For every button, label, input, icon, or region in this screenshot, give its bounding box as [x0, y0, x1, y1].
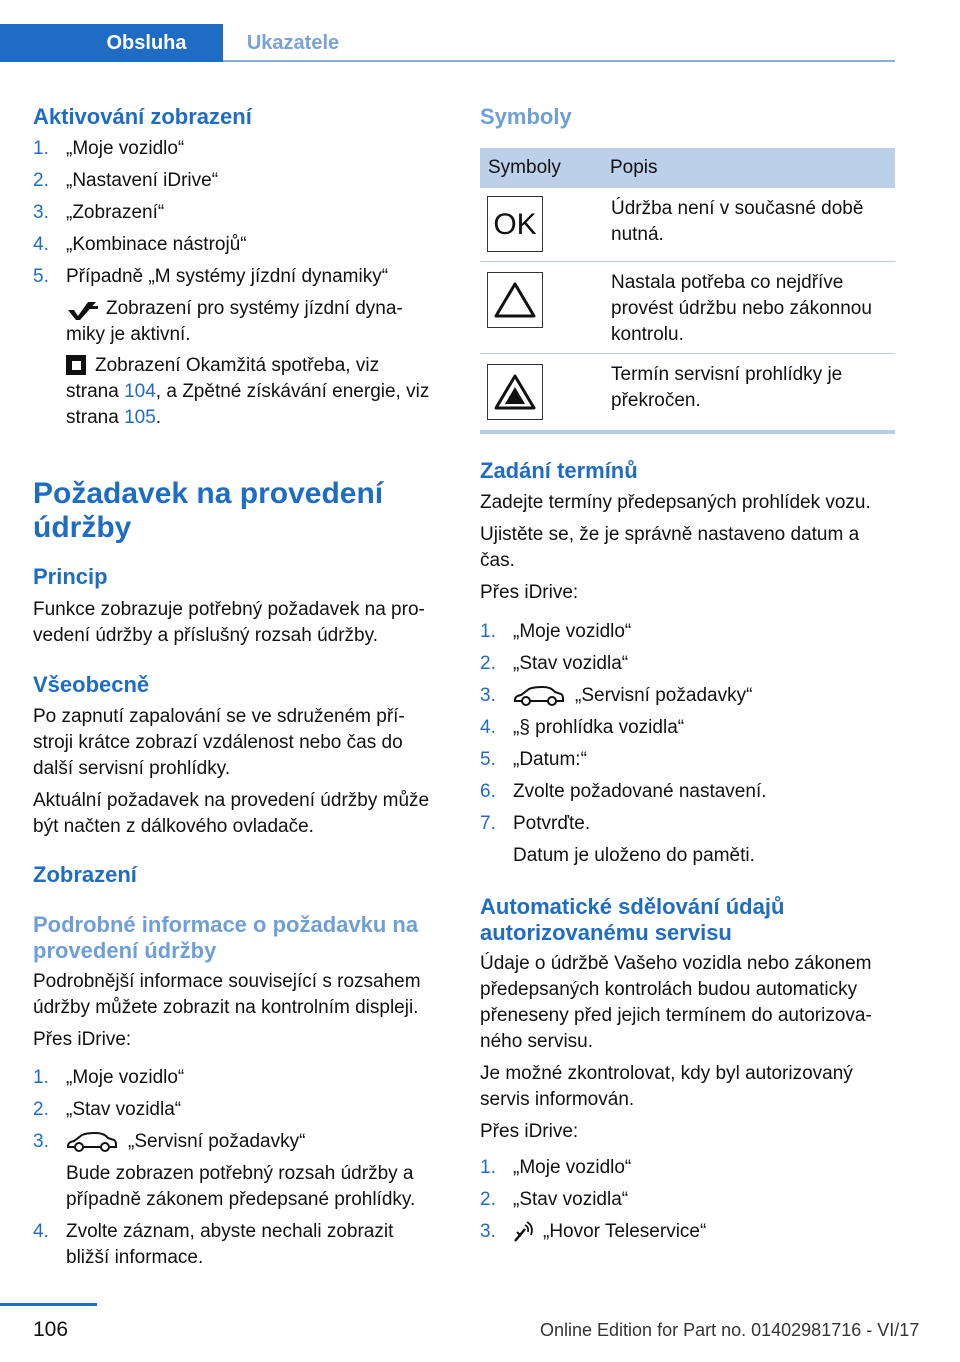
list-item: 5. Případně „M systémy jízdní dynamiky“	[33, 266, 389, 287]
table-row	[480, 354, 895, 428]
list-item: 4. „Kombinace nástrojů“	[33, 234, 247, 255]
list-item: 6. Zvolte požadované nastavení.	[480, 781, 767, 802]
list-item: 1. „Moje vozidlo“	[33, 1067, 185, 1088]
auto-text-line3: přeneseny před jejich termínem do autorizova‐	[480, 1005, 872, 1026]
general-text-line2: stroji krátce zobrazí vzdálenost nebo čas do	[33, 732, 403, 753]
table-cell: nutná.	[611, 224, 664, 245]
auto-text-line4: ného servisu.	[480, 1031, 594, 1052]
via-idrive: Přes iDrive:	[33, 1029, 132, 1050]
list-item: 3. „Zobrazení“	[33, 202, 165, 223]
general-text-line3: další servisní prohlídky.	[33, 758, 231, 779]
consumption-display-icon	[66, 355, 86, 375]
list-item: 4. Zvolte záznam, abyste nechali zobrazit	[33, 1221, 394, 1242]
note-consumption-line1: Zobrazení Okamžitá spotřeba, viz	[95, 355, 380, 376]
dates-text-line2: Ujistěte se, že je správně nastaveno datum a	[480, 524, 860, 545]
table-row	[480, 262, 895, 354]
footer-rule	[0, 1303, 97, 1306]
table-cell: Údržba není v současné době	[611, 198, 864, 219]
step4-line2: bližší informace.	[66, 1247, 204, 1268]
table-cell: překročen.	[611, 390, 701, 411]
section-title-auto-line1: Automatické sdělování údajů	[480, 894, 785, 919]
list-item: 2. „Stav vozidla“	[480, 653, 629, 674]
svg-text:OK: OK	[493, 209, 537, 239]
section-title-general: Všeobecně	[33, 672, 150, 697]
page-link-104[interactable]: 104	[124, 381, 156, 402]
note-consumption-line3: strana 105.	[66, 407, 162, 428]
header-tabbar	[0, 0, 895, 62]
table-cell: Nastala potřeba co nejdříve	[611, 272, 844, 293]
column-header-symbols: Symboly	[488, 157, 561, 178]
section-title-activation: Aktivování zobrazení	[33, 104, 252, 129]
note-dynamics-line2: miky je aktivní.	[66, 324, 191, 345]
car-service-icon	[66, 1129, 128, 1155]
column-header-description: Popis	[610, 157, 658, 178]
table-cell: provést údržbu nebo zákonnou	[611, 298, 872, 319]
general-text-line4: Aktuální požadavek na provedení údržby může	[33, 790, 430, 811]
auto-text-line1: Údaje o údržbě Vašeho vozidla nebo zákonem	[480, 953, 872, 974]
chapter-title-line1: Požadavek na provedení	[33, 477, 384, 510]
tab-obsluha[interactable]: Obsluha	[0, 24, 223, 62]
principle-text-line2: vedení údržby a příslušný rozsah údržby.	[33, 625, 378, 646]
table-cell: kontrolu.	[611, 324, 684, 345]
list-item: 5. „Datum:“	[480, 749, 587, 770]
general-text-line5: být načten z dálkového ovladače.	[33, 816, 314, 837]
ok-icon	[487, 196, 543, 252]
list-item: 2. „Nastavení iDrive“	[33, 170, 219, 191]
list-item: 3. „Servisní požadavky“	[33, 1129, 305, 1155]
section-title-auto-line2: autorizovanému servisu	[480, 920, 732, 945]
table-header	[480, 148, 895, 188]
page-number: 106	[33, 1318, 69, 1341]
table-bottom-rule	[480, 430, 895, 434]
section-title-symbols: Symboly	[480, 104, 572, 129]
teleservice-icon	[513, 1219, 543, 1245]
general-text-line1: Po zapnutí zapalování se ve sdruženém pří‐	[33, 706, 405, 727]
table-row	[480, 188, 895, 262]
list-item: 1. „Moje vozidlo“	[480, 1157, 632, 1178]
list-item: 3. „Hovor Teleservice“	[480, 1219, 706, 1245]
subsection-title-line1: Podrobné informace o požadavku na	[33, 912, 419, 937]
warning-triangle-icon	[487, 272, 543, 328]
tab-ukazatele[interactable]: Ukazatele	[246, 31, 340, 54]
list-item: 3. „Servisní požadavky“	[480, 683, 752, 709]
list-item: 2. „Stav vozidla“	[33, 1099, 182, 1120]
date-saved-note: Datum je uloženo do paměti.	[513, 845, 755, 866]
dates-text-line1: Zadejte termíny předepsaných prohlídek vozu.	[480, 492, 871, 513]
note-dynamics-line1: Zobrazení pro systémy jízdní dyna‐	[106, 298, 403, 319]
list-item: 2. „Stav vozidla“	[480, 1189, 629, 1210]
principle-text-line1: Funkce zobrazuje potřebný požadavek na pro‐	[33, 599, 425, 620]
auto-text-line2: předepsaných kontrolách budou automaticky	[480, 979, 858, 1000]
list-item: 1. „Moje vozidlo“	[480, 621, 632, 642]
dynamics-active-icon	[66, 298, 100, 320]
section-title-dates: Zadání termínů	[480, 458, 638, 483]
step3-note-line1: Bude zobrazen potřebný rozsah údržby a	[66, 1163, 414, 1184]
car-service-icon	[513, 683, 575, 709]
edition-note: Online Edition for Part no. 01402981716 - VI/17	[540, 1320, 920, 1340]
chapter-title-line2: údržby	[33, 511, 132, 544]
list-item: 4. „§ prohlídka vozidla“	[480, 717, 685, 738]
via-idrive: Přes iDrive:	[480, 1121, 579, 1142]
note-consumption-line2: strana 104, a Zpětné získávání energie, viz	[66, 381, 430, 402]
table-cell: Termín servisní prohlídky je	[611, 364, 843, 385]
auto-text-line6: servis informován.	[480, 1089, 635, 1110]
step3-note-line2: případně zákonem předepsané prohlídky.	[66, 1189, 416, 1210]
page-link-105[interactable]: 105	[124, 407, 156, 428]
symbols-table	[480, 148, 895, 428]
list-item: 1. „Moje vozidlo“	[33, 138, 185, 159]
detail-text-line1: Podrobnější informace související s rozsahem	[33, 971, 421, 992]
section-title-principle: Princip	[33, 564, 108, 589]
section-title-display: Zobrazení	[33, 862, 137, 887]
detail-text-line2: údržby můžete zobrazit na kontrolním displeji.	[33, 997, 419, 1018]
auto-text-line5: Je možné zkontrolovat, kdy byl autorizovaný	[480, 1063, 853, 1084]
list-item: 7. Potvrďte.	[480, 813, 591, 834]
dates-text-line3: čas.	[480, 550, 515, 571]
via-idrive: Přes iDrive:	[480, 582, 579, 603]
subsection-title-line2: provedení údržby	[33, 938, 217, 963]
warning-triangle-filled-icon	[487, 364, 543, 420]
